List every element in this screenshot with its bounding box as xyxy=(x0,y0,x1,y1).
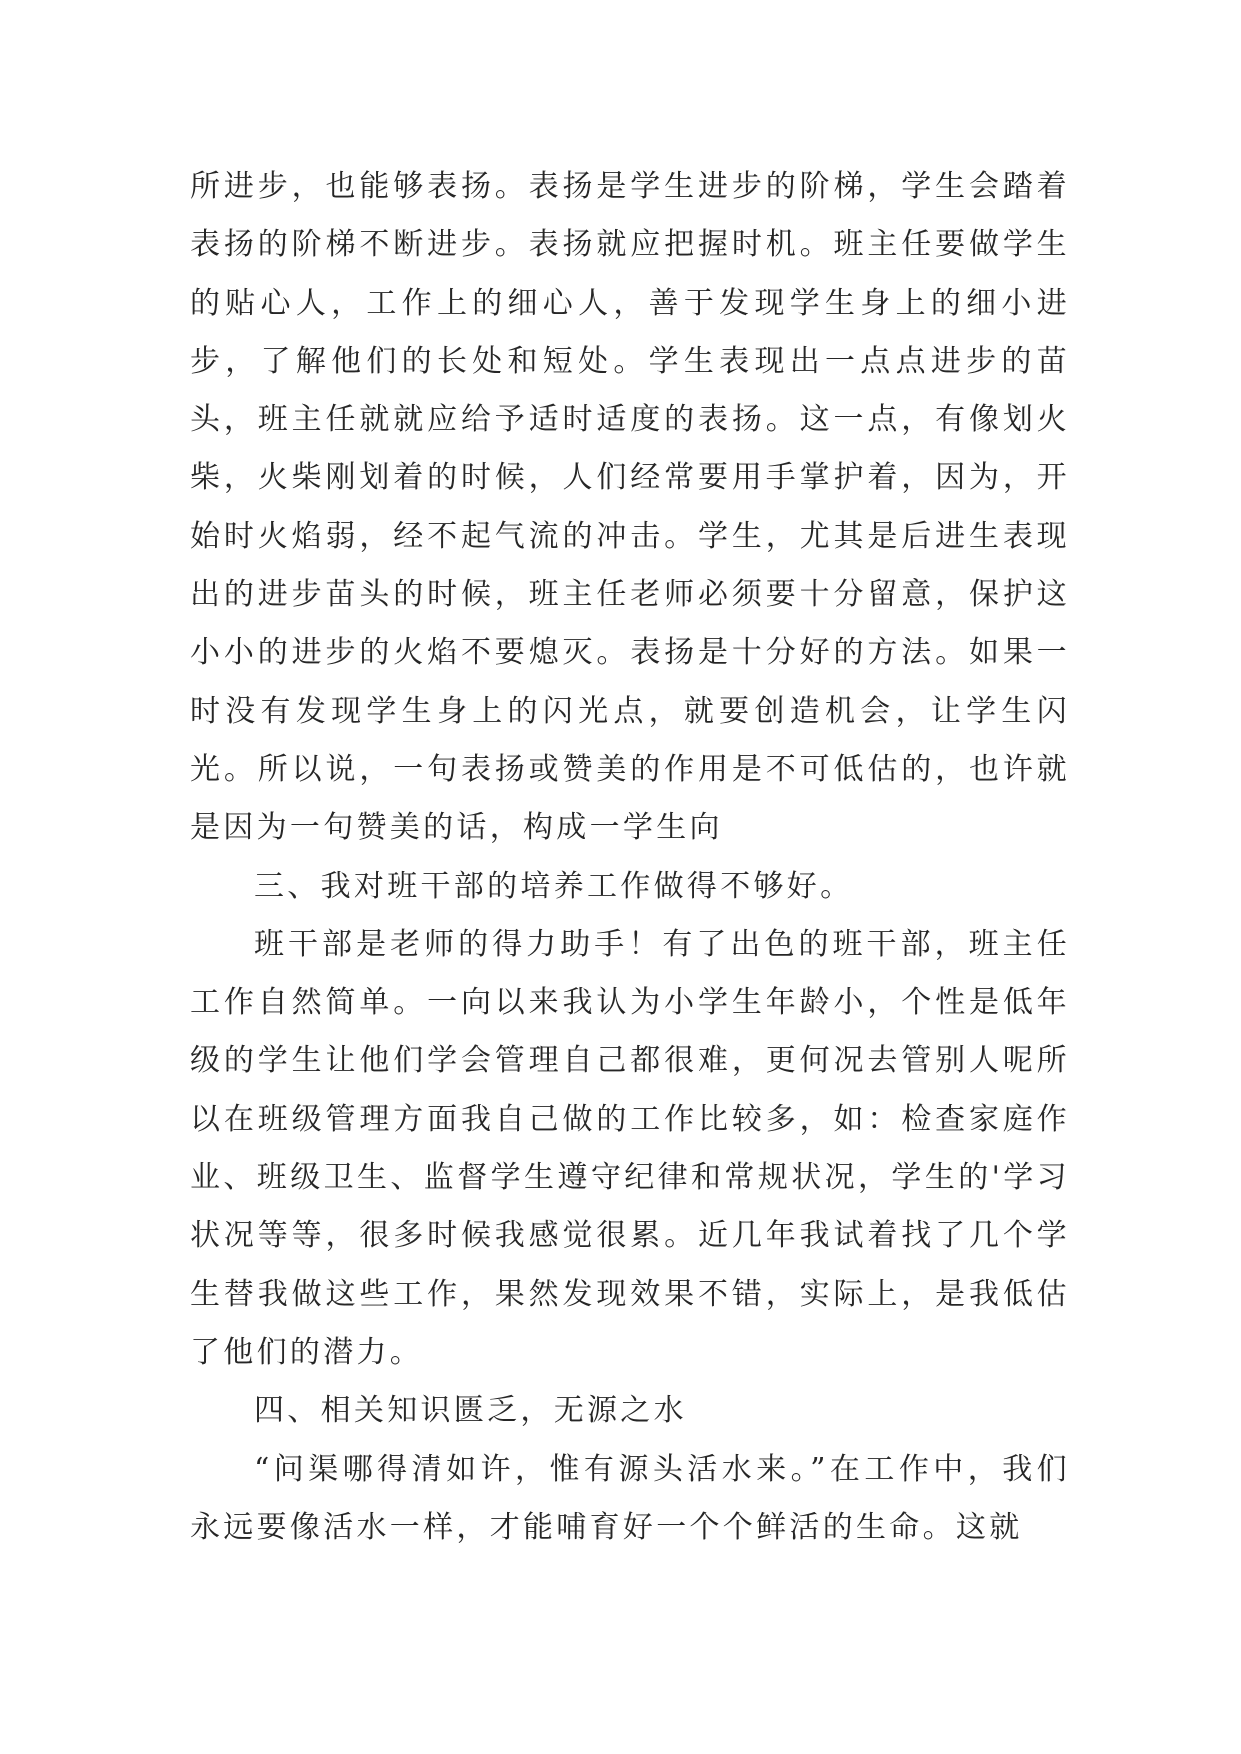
paragraph-class-cadres: 班干部是老师的得力助手！有了出色的班干部，班主任工作自然简单。一向以来我认为小学生年龄小，个性是低年级的学生让他们学会管理自己都很难，更何况去管别人呢所以在班级管理方面我自己做的工作比较多，如：检查家庭作业、班级卫生、监督学生遵守纪律和常规状况，学生的'学习状况等等，很多时候我感觉很累。近几年我试着找了几个学生替我做这些工作，果然发现效果不错，实际上，是我低估了他们的潜力。 xyxy=(190,926,1070,1370)
paragraph-source-water: “问渠哪得清如许，惟有源头活水来。”在工作中，我们永远要像活水一样，才能哺育好一个个鲜活的生命。这就 xyxy=(190,1451,1070,1545)
heading-section-four: 四、相关知识匮乏，无源之水 xyxy=(254,1393,687,1429)
heading-section-three: 三、我对班干部的培养工作做得不够好。 xyxy=(254,868,854,904)
document-body xyxy=(190,158,1070,1557)
paragraph-praise-progress: 所进步，也能够表扬。表扬是学生进步的阶梯，学生会踏着表扬的阶梯不断进步。表扬就应把握时机。班主任要做学生的贴心人，工作上的细心人，善于发现学生身上的细小进步，了解他们的长处和短处。学生表现出一点点进步的苗头，班主任就就应给予适时适度的表扬。这一点，有像划火柴，火柴刚划着的时候，人们经常要用手掌护着，因为，开始时火焰弱，经不起气流的冲击。学生，尤其是后进生表现出的进步苗头的时候，班主任老师必须要十分留意，保护这小小的进步的火焰不要熄灭。表扬是十分好的方法。如果一时没有发现学生身上的闪光点，就要创造机会，让学生闪光。所以说，一句表扬或赞美的作用是不可低估的，也许就是因为一句赞美的话，构成一学生向 xyxy=(190,169,1070,846)
